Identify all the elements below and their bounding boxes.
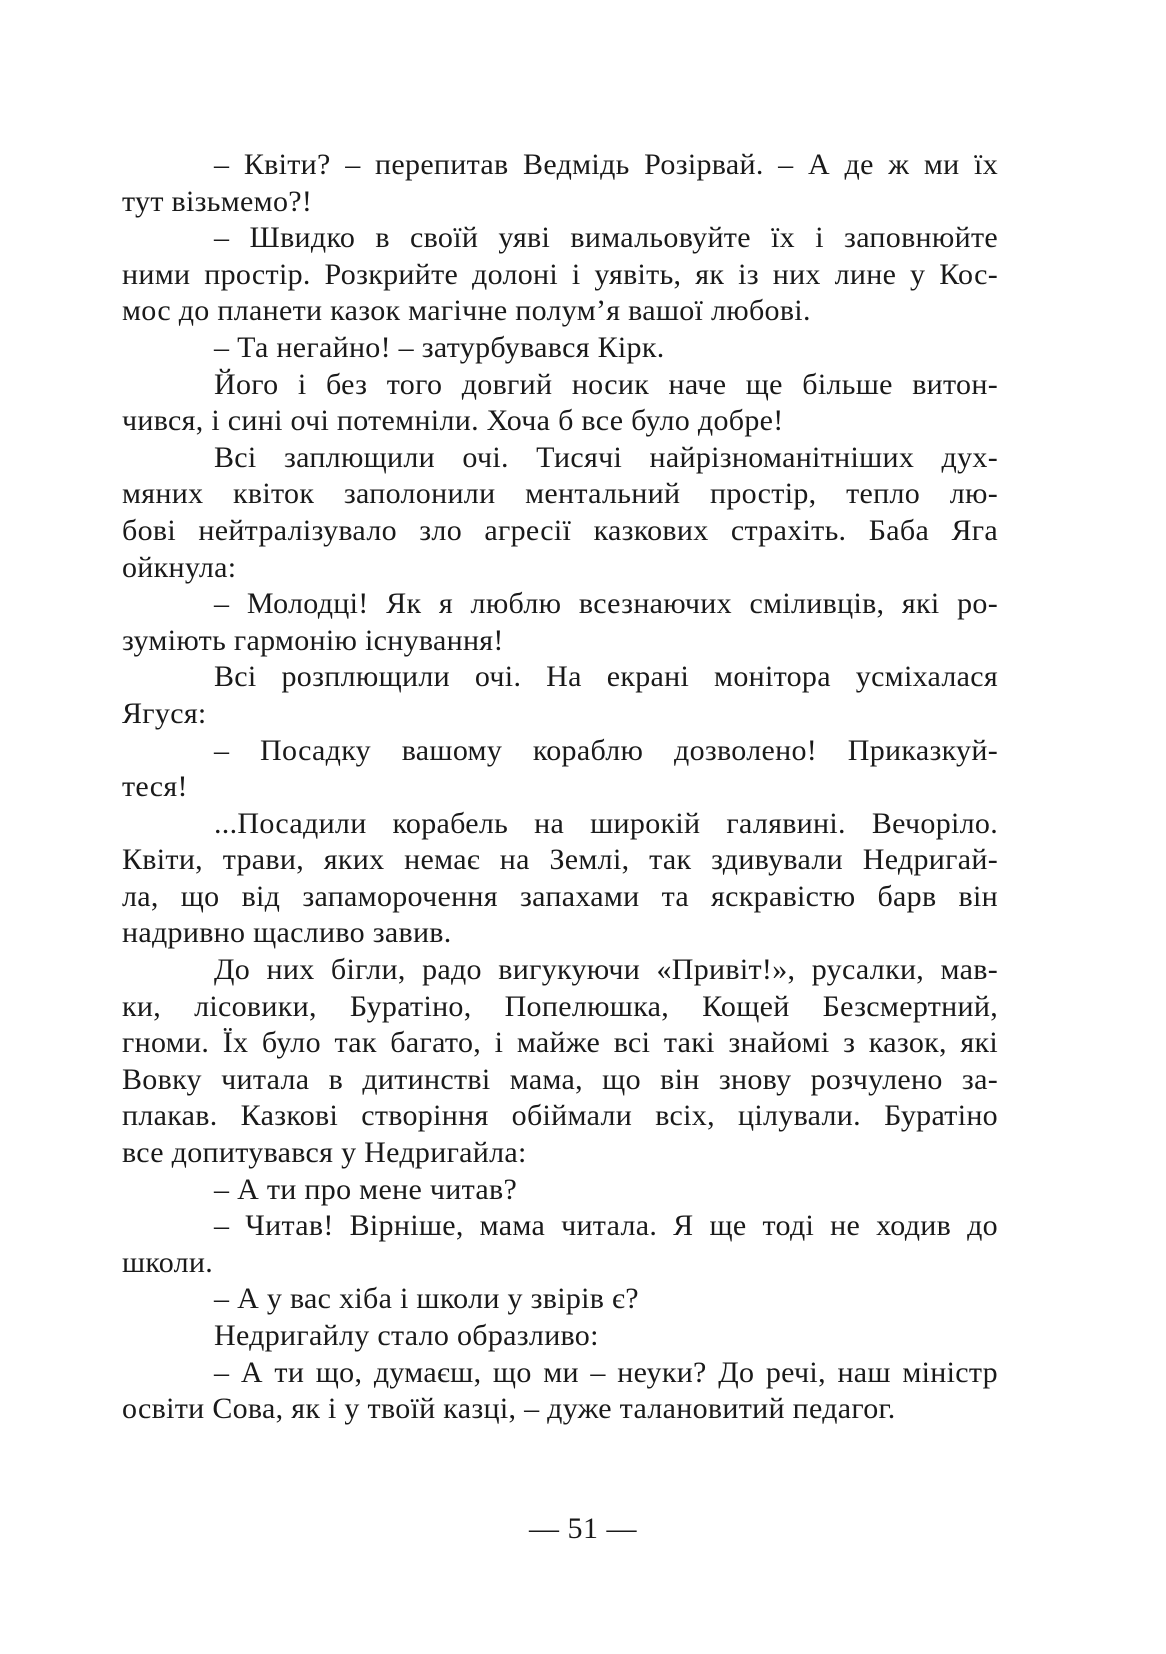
text-line: ла, що від запаморочення запахами та яскравістю барв він bbox=[122, 879, 998, 913]
text-line: – А ти про мене читав? bbox=[214, 1172, 518, 1206]
text-line: мос до планети казок магічне полум’я вашої любові. bbox=[122, 294, 811, 328]
text-line: Вовку читала в дитинстві мама, що він знову розчулено за- bbox=[122, 1062, 998, 1096]
text-line: Недригайлу стало образливо: bbox=[214, 1319, 599, 1352]
text-line: освіти Сова, як і у твоїй казці, – дуже талановитий педагог. bbox=[122, 1392, 896, 1426]
text-line: – Швидко в своїй уяві вимальовуйте їх і заповнюйте bbox=[214, 221, 998, 255]
text-line: надривно щасливо завив. bbox=[122, 916, 452, 950]
page-number: — 51 — bbox=[529, 1512, 637, 1545]
text-line: ойкнула: bbox=[122, 550, 237, 584]
text-line: мяних квіток заполонили ментальний простір, тепло лю- bbox=[122, 477, 998, 511]
text-line: зуміють гармонію існування! bbox=[122, 623, 504, 657]
text-line: чився, і сині очі потемніли. Хоча б все було добре! bbox=[122, 404, 784, 438]
text-line: школи. bbox=[122, 1245, 214, 1279]
text-line: ними простір. Розкрийте долоні і уявіть, як із них лине у Кос- bbox=[122, 257, 998, 291]
text-line: – Молодці! Як я люблю всезнаючих сміливців, які ро- bbox=[214, 587, 998, 621]
text-line: Всі заплющили очі. Тисячі найрізноманітніших дух- bbox=[214, 440, 998, 474]
text-line: Квіти, трави, яких немає на Землі, так здивували Недригай- bbox=[122, 843, 998, 877]
text-line: – Та негайно! – затурбувався Кірк. bbox=[214, 330, 665, 364]
text-line: Всі розплющили очі. На екрані монітора усміхалася bbox=[214, 660, 998, 694]
text-line: Його і без того довгий носик наче ще більше витон- bbox=[214, 367, 998, 401]
text-line: ки, лісовики, Буратіно, Попелюшка, Кощей Безсмертний, bbox=[122, 989, 998, 1023]
text-line: – Читав! Вірніше, мама читала. Я ще тоді не ходив до bbox=[214, 1209, 998, 1243]
text-line: тут візьмемо?! bbox=[122, 184, 313, 218]
text-line: – А у вас хіба і школи у звірів є? bbox=[214, 1282, 639, 1316]
text-line: гноми. Їх було так багато, і майже всі такі знайомі з казок, які bbox=[122, 1026, 998, 1060]
text-line: ...Посадили корабель на широкій галявині. Вечоріло. bbox=[214, 806, 998, 840]
text-line: До них бігли, радо вигукуючи «Привіт!», русалки, мав- bbox=[214, 953, 998, 987]
text-line: бові нейтралізувало зло агресії казкових страхіть. Баба Яга bbox=[122, 513, 998, 547]
text-line: все допитувався у Недригайла: bbox=[122, 1136, 527, 1170]
text-line: плакав. Казкові створіння обіймали всіх, цілували. Буратіно bbox=[122, 1099, 998, 1133]
text-line: теся! bbox=[122, 770, 188, 804]
text-line: – А ти що, думаєш, що ми – неуки? До речі, наш міністр bbox=[214, 1355, 998, 1389]
text-line: – Посадку вашому кораблю дозволено! Приказкуй- bbox=[214, 733, 998, 767]
text-line: – Квіти? – перепитав Ведмідь Розірвай. – А де ж ми їх bbox=[214, 148, 998, 181]
body-text bbox=[122, 147, 998, 1428]
text-line: Ягуся: bbox=[122, 696, 207, 730]
